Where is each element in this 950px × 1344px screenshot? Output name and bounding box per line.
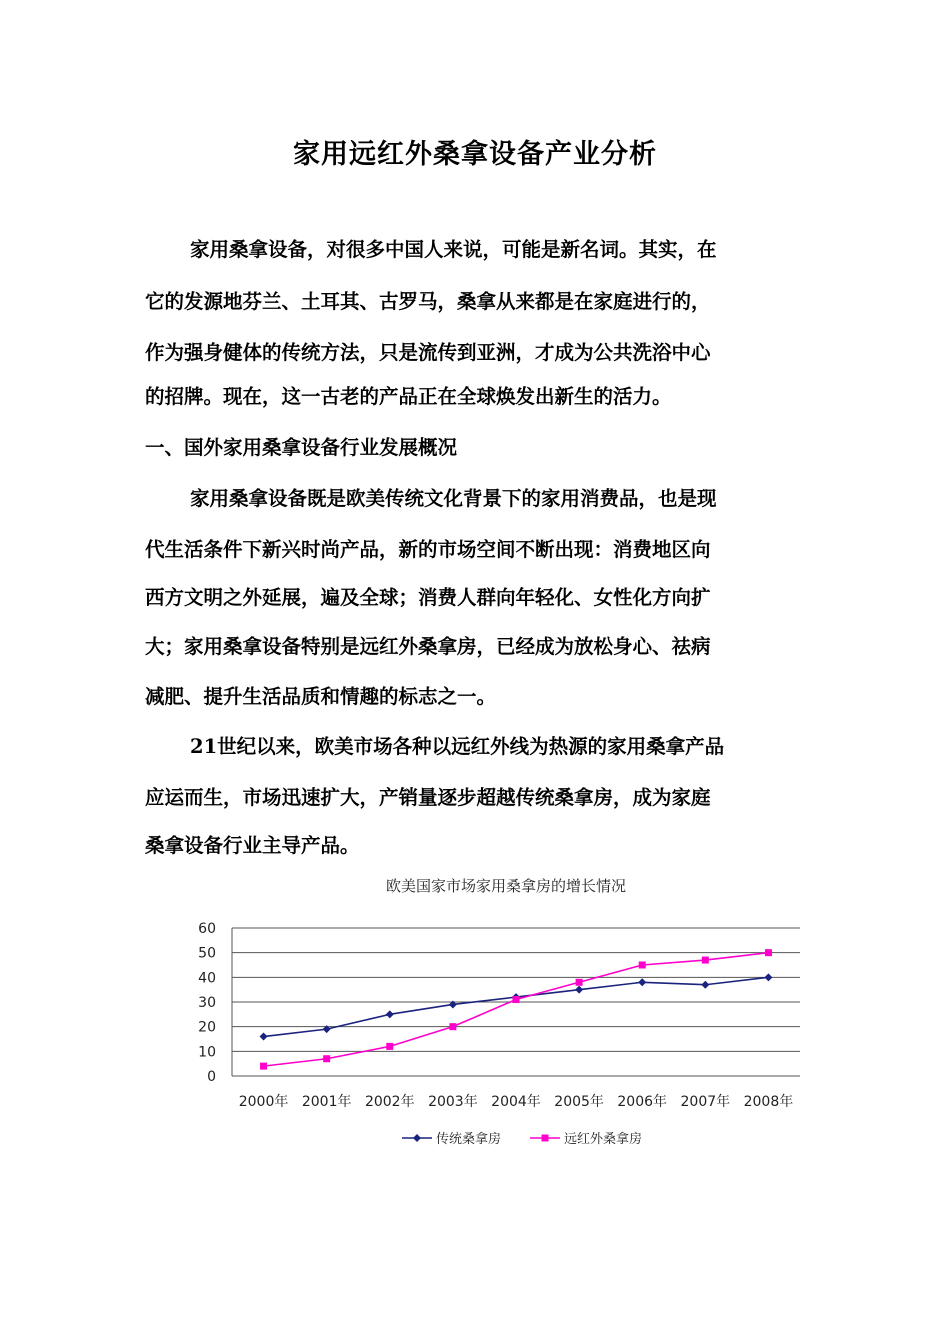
series-1-point: [638, 978, 646, 986]
series-line-1: [264, 977, 769, 1036]
chart-title: 欧美国家市场家用桑拿房的增长情况: [385, 877, 627, 895]
paragraph-1-line-4: 的招牌。现在，这一古老的产品正在全球焕发出新生的活力。: [145, 385, 672, 408]
paragraph-1-line-2: 它的发源地芬兰、土耳其、古罗马，桑拿从来都是在家庭进行的，: [145, 290, 711, 313]
legend-marker-2: [542, 1135, 549, 1142]
series-2-point: [260, 1063, 267, 1070]
series-1-point: [260, 1033, 268, 1041]
paragraph-2-line-4: 大；家用桑拿设备特别是远红外桑拿房，已经成为放松身心、祛病: [145, 635, 711, 658]
paragraph-3-line-2: 应运而生，市场迅速扩大，产销量逐步超越传统桑拿房，成为家庭: [145, 786, 711, 809]
series-1-point: [764, 973, 772, 981]
series-2-point: [513, 996, 520, 1003]
series-1-point: [386, 1010, 394, 1018]
x-tick-label: 2005年: [554, 1094, 604, 1110]
paragraph-2-line-3: 西方文明之外延展，遍及全球；消费人群向年轻化、女性化方向扩: [145, 586, 711, 609]
series-line-2: [264, 953, 769, 1066]
series-2-point: [576, 979, 583, 986]
series-2-point: [323, 1055, 330, 1062]
x-tick-label: 2007年: [680, 1094, 731, 1110]
y-tick-label: 20: [198, 1019, 216, 1036]
series-2-point: [386, 1043, 393, 1050]
y-tick-label: 50: [198, 945, 216, 962]
series-2-point: [765, 949, 772, 956]
x-tick-label: 2008年: [743, 1094, 794, 1110]
document-title: 家用远红外桑拿设备产业分析: [293, 139, 657, 170]
series-2-point: [639, 962, 646, 969]
section-heading: 一、国外家用桑拿设备行业发展概况: [145, 436, 458, 459]
legend-label-2: 远红外桑拿房: [564, 1132, 643, 1147]
paragraph-3-line-1: 21世纪以来，欧美市场各种以远红外线为热源的家用桑拿产品: [190, 735, 725, 758]
paragraph-2-line-5: 减肥、提升生活品质和情趣的标志之一。: [145, 685, 497, 708]
series-1-point: [701, 981, 709, 989]
paragraph-2-line-2: 代生活条件下新兴时尚产品，新的市场空间不断出现：消费地区向: [145, 538, 711, 561]
x-tick-label: 2004年: [491, 1094, 541, 1110]
x-tick-label: 2003年: [428, 1094, 478, 1110]
x-tick-label: 2002年: [364, 1094, 415, 1110]
series-2-point: [449, 1023, 456, 1030]
chart-container: [180, 862, 820, 1162]
y-tick-label: 40: [198, 970, 216, 987]
x-tick-label: 2006年: [617, 1094, 668, 1110]
line-chart: [180, 862, 820, 1162]
paragraph-1-line-1: 家用桑拿设备，对很多中国人来说，可能是新名词。其实，在: [190, 238, 717, 261]
paragraph-2-line-1: 家用桑拿设备既是欧美传统文化背景下的家用消费品，也是现: [190, 487, 717, 510]
series-1-point: [575, 986, 583, 994]
x-tick-label: 2001年: [301, 1094, 352, 1110]
y-tick-label: 60: [198, 921, 216, 937]
y-tick-label: 10: [198, 1044, 216, 1061]
paragraph-1-line-3: 作为强身健体的传统方法，只是流传到亚洲，才成为公共洗浴中心: [145, 341, 711, 364]
legend-label-1: 传统桑拿房: [436, 1132, 502, 1147]
x-tick-label: 2000年: [238, 1094, 289, 1110]
series-2-point: [702, 957, 709, 964]
legend-marker-1: [413, 1134, 421, 1142]
y-tick-label: 0: [207, 1069, 216, 1085]
paragraph-3-line-3: 桑拿设备行业主导产品。: [145, 834, 360, 857]
y-tick-label: 30: [198, 995, 216, 1011]
